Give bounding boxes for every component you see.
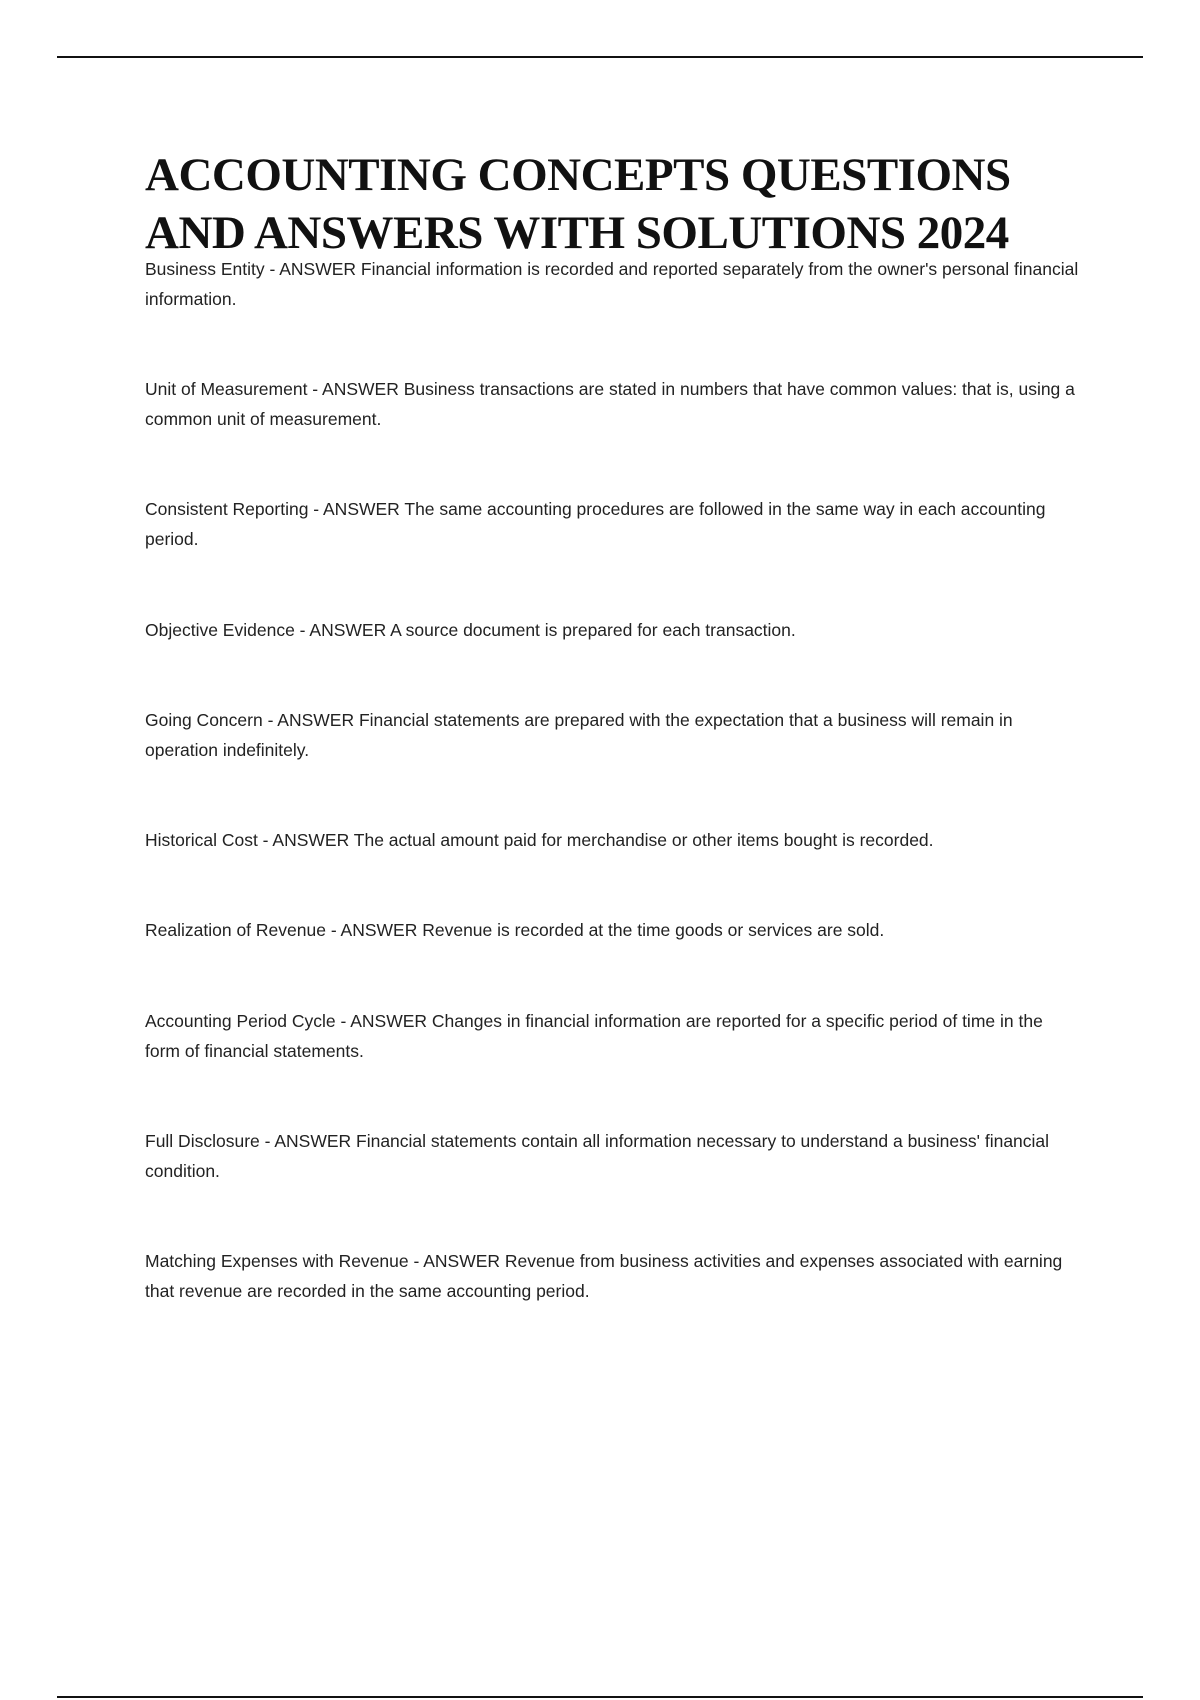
entry-term: Historical Cost [145, 830, 258, 850]
document-title-line-1: ACCOUNTING CONCEPTS QUESTIONS [145, 149, 1011, 201]
entry-term: Matching Expenses with Revenue [145, 1251, 409, 1271]
entry-separator: - ANSWER [259, 1131, 357, 1151]
entry-answer: Financial information is recorded and reported separately from the owner's personal financial information. [145, 259, 1079, 309]
entry-answer: Revenue is recorded at the time goods or services are sold. [422, 920, 885, 940]
qa-entry-going-concern [145, 705, 1080, 765]
entry-separator: - ANSWER [325, 920, 423, 940]
entry-answer: Changes in financial information are reported for a specific period of time in the form of financial statements. [145, 1011, 1043, 1061]
entry-term: Business Entity [145, 259, 265, 279]
qa-entry-realization-of-revenue [145, 915, 1080, 945]
qa-entry-consistent-reporting [145, 494, 1080, 554]
qa-entry-historical-cost [145, 825, 1080, 855]
entry-separator: - ANSWER [308, 499, 405, 519]
entry-answer: Financial statements contain all information necessary to understand a business' financial condition. [145, 1131, 1050, 1181]
qa-entry-accounting-period-cycle [145, 1006, 1080, 1066]
qa-entry-objective-evidence [145, 615, 1080, 645]
entry-separator: - ANSWER [335, 1011, 432, 1031]
entry-separator: - ANSWER [264, 259, 361, 279]
entry-term: Full Disclosure [145, 1131, 260, 1151]
entry-term: Consistent Reporting [145, 499, 309, 519]
entry-term: Unit of Measurement [145, 379, 308, 399]
entry-answer: Financial statements are prepared with the expectation that a business will remain in operation indefinitely. [145, 710, 1013, 760]
entry-separator: - ANSWER [408, 1251, 505, 1271]
entry-answer: The same accounting procedures are followed in the same way in each accounting period. [145, 499, 1046, 549]
entry-answer: The actual amount paid for merchandise or other items bought is recorded. [353, 830, 934, 850]
entry-answer: Revenue from business activities and expenses associated with earning that revenue are recorded in the same accounting period. [145, 1251, 1063, 1301]
entry-separator: - ANSWER [307, 379, 404, 399]
entry-answer: A source document is prepared for each transaction. [390, 620, 796, 640]
document-title-line-2: AND ANSWERS WITH SOLUTIONS 2024 [145, 207, 1009, 259]
qa-entry-business-entity [145, 254, 1080, 314]
entry-term: Realization of Revenue [145, 920, 326, 940]
qa-entry-unit-of-measurement [145, 374, 1080, 434]
qa-entry-matching-expenses-with-revenue [145, 1246, 1080, 1306]
bottom-rule [57, 1696, 1143, 1698]
top-rule [57, 56, 1143, 58]
entry-separator: - ANSWER [294, 620, 391, 640]
entry-answer: Business transactions are stated in numbers that have common values: that is, using a common unit of measurement. [145, 379, 1075, 429]
entry-term: Objective Evidence [145, 620, 295, 640]
qa-entry-full-disclosure [145, 1126, 1080, 1186]
document-title [145, 146, 1105, 262]
entry-term: Going Concern [145, 710, 263, 730]
entry-separator: - ANSWER [257, 830, 354, 850]
entry-term: Accounting Period Cycle [145, 1011, 336, 1031]
entry-separator: - ANSWER [262, 710, 359, 730]
